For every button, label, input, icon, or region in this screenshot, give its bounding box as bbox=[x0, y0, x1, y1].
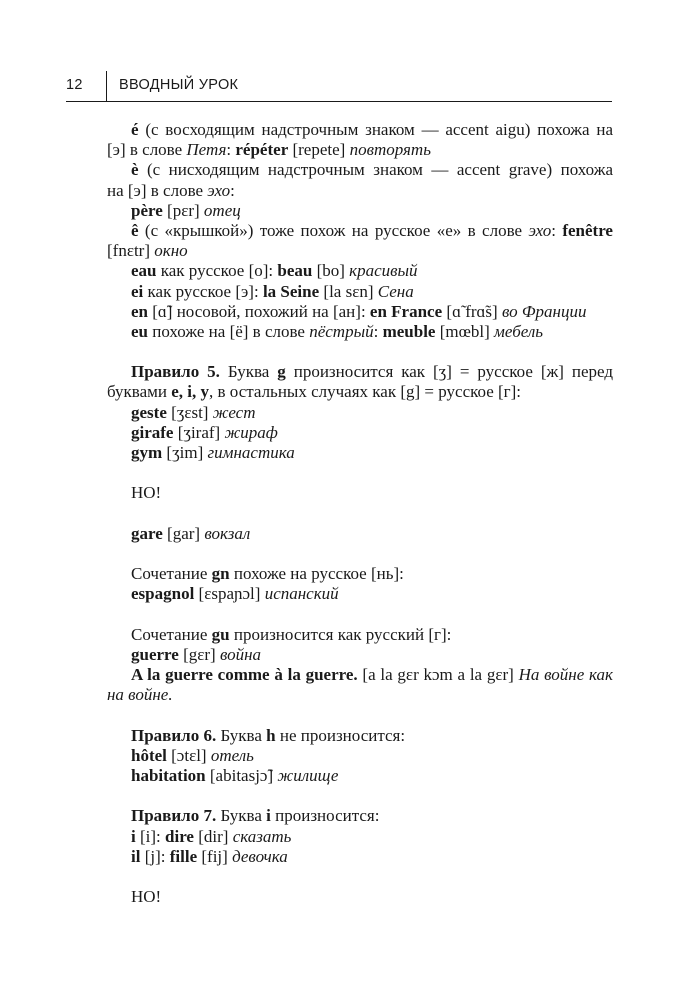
text-line bbox=[107, 221, 613, 241]
text-line bbox=[107, 645, 613, 665]
transcription: [gɛr] bbox=[178, 644, 220, 664]
exception-note: НО! bbox=[131, 887, 162, 907]
translation: на войне. bbox=[107, 685, 173, 705]
text: как русское [о]: bbox=[156, 261, 278, 281]
term: meuble bbox=[382, 321, 436, 341]
spacer bbox=[107, 342, 613, 362]
transcription: [repete] bbox=[288, 140, 350, 160]
text: похоже на [ё] в слове bbox=[148, 321, 310, 341]
translation: во Франции bbox=[501, 301, 587, 321]
text-line bbox=[107, 282, 613, 302]
spacer bbox=[107, 504, 613, 524]
text: Буква bbox=[219, 362, 278, 382]
transcription: [ɛspaɲɔl] bbox=[194, 584, 265, 604]
text-line bbox=[107, 665, 613, 685]
translation: жираф bbox=[224, 422, 278, 442]
spacer bbox=[107, 705, 613, 725]
term: eau bbox=[131, 261, 157, 281]
text: : bbox=[373, 321, 383, 341]
transcription: [a la gɛr kɔm a la gɛr] bbox=[357, 665, 519, 685]
spacer bbox=[107, 463, 613, 483]
text-line bbox=[107, 140, 613, 160]
rule-heading bbox=[107, 726, 613, 746]
translation: Сена bbox=[377, 281, 414, 301]
term: A la guerre comme à la guerre. bbox=[131, 665, 358, 685]
term: dire bbox=[165, 826, 194, 846]
translation: жест bbox=[212, 402, 256, 422]
term: il bbox=[131, 846, 141, 866]
text-line bbox=[107, 322, 613, 342]
term: en France bbox=[369, 301, 443, 321]
term: i bbox=[131, 826, 136, 846]
page-number: 12 bbox=[66, 77, 83, 93]
text: произносится как русский [г]: bbox=[229, 624, 452, 644]
text-line bbox=[107, 847, 613, 867]
term: fenêtre bbox=[562, 220, 613, 240]
running-header bbox=[66, 71, 612, 102]
text-line bbox=[107, 120, 613, 140]
spacer bbox=[107, 605, 613, 625]
text-line bbox=[107, 302, 613, 322]
term: girafe bbox=[131, 422, 174, 442]
text-line bbox=[107, 584, 613, 604]
section-title: ВВОДНЫЙ УРОК bbox=[119, 77, 239, 93]
text: не произносится: bbox=[275, 725, 406, 745]
text: как русское [э]: bbox=[143, 281, 263, 301]
term: gare bbox=[131, 523, 163, 543]
term: è bbox=[131, 160, 139, 180]
text: Сочетание bbox=[131, 564, 212, 584]
text-line bbox=[107, 685, 613, 705]
translation: вокзал bbox=[204, 523, 251, 543]
transcription: [gar] bbox=[162, 523, 205, 543]
header-divider bbox=[106, 71, 107, 101]
translation: мебель bbox=[494, 321, 544, 341]
term: g bbox=[277, 362, 286, 382]
text-line bbox=[107, 181, 613, 201]
text: произносится как [ʒ] = русское [ж] перед bbox=[285, 362, 613, 382]
transcription: [la sɛn] bbox=[319, 281, 378, 301]
text: : bbox=[226, 140, 236, 160]
text: Сочетание bbox=[131, 624, 212, 644]
exception-note: НО! bbox=[131, 483, 162, 503]
spacer bbox=[107, 786, 613, 806]
rule-label: Правило 6. bbox=[131, 725, 217, 745]
text: : bbox=[551, 220, 563, 240]
text: : bbox=[230, 180, 235, 200]
term: gym bbox=[131, 443, 163, 462]
text-line bbox=[107, 625, 613, 645]
text-line bbox=[107, 160, 613, 180]
text-line bbox=[107, 423, 613, 443]
transcription: [bo] bbox=[312, 261, 350, 281]
example-word: эхо bbox=[207, 180, 231, 200]
translation: отец bbox=[203, 200, 241, 220]
translation: испанский bbox=[264, 584, 339, 604]
term: eu bbox=[131, 321, 148, 341]
term: père bbox=[131, 200, 163, 220]
text-line bbox=[107, 241, 613, 261]
transcription: [mœbl] bbox=[435, 321, 495, 341]
text: (с нисходящим надстрочным знаком — accent grave) похожа bbox=[138, 160, 613, 180]
term: gu bbox=[211, 624, 230, 644]
text-line bbox=[107, 201, 613, 221]
transcription: [ɑ̃ frɑ̃s] bbox=[442, 301, 502, 321]
text-line bbox=[107, 887, 613, 907]
term: e, i, y bbox=[171, 382, 209, 402]
example-word: Петя bbox=[186, 140, 227, 160]
text: Буква bbox=[216, 725, 267, 745]
text: на [э] в слове bbox=[107, 180, 208, 200]
text-line bbox=[107, 443, 613, 463]
text-line bbox=[107, 483, 613, 503]
text-line bbox=[107, 261, 613, 281]
term: habitation bbox=[131, 766, 206, 785]
translation: война bbox=[219, 644, 262, 664]
text-line bbox=[107, 382, 613, 402]
text: (с восходящим надстрочным знаком — accent aigu) похожа на bbox=[138, 120, 613, 139]
text-line bbox=[107, 746, 613, 766]
term: la Seine bbox=[262, 281, 320, 301]
text: произносится: bbox=[270, 806, 380, 826]
term: geste bbox=[131, 402, 167, 422]
transcription: [ʒiraf] bbox=[173, 422, 225, 442]
translation: красивый bbox=[349, 261, 418, 281]
term: hôtel bbox=[131, 745, 167, 765]
transcription: [ɔtɛl] bbox=[166, 745, 211, 765]
rule-label: Правило 7. bbox=[131, 806, 217, 826]
translation: сказать bbox=[232, 826, 292, 846]
translation: жилище bbox=[277, 766, 339, 785]
example-word: пёстрый bbox=[309, 321, 374, 341]
term: fille bbox=[169, 846, 198, 866]
term: espagnol bbox=[131, 584, 195, 604]
text-line bbox=[107, 403, 613, 423]
term: répéter bbox=[235, 140, 289, 160]
example-word: эхо bbox=[528, 220, 552, 240]
translation: окно bbox=[154, 241, 188, 261]
translation: На войне как bbox=[518, 665, 613, 685]
term: gn bbox=[211, 564, 230, 584]
transcription: [ʒɛst] bbox=[166, 402, 213, 422]
spacer bbox=[107, 867, 613, 887]
term: guerre bbox=[131, 644, 179, 664]
text-line bbox=[107, 827, 613, 847]
transcription: [i]: bbox=[135, 826, 166, 846]
rule-label: Правило 5. bbox=[131, 362, 220, 382]
translation: девочка bbox=[232, 846, 288, 866]
transcription: [fij] bbox=[197, 846, 233, 866]
text: [ɑ̃] носовой, похожий на [ан]: bbox=[148, 301, 370, 321]
text: , в остальных случаях как [g] = русское [г]: bbox=[209, 382, 522, 402]
transcription: [fnɛtr] bbox=[107, 241, 155, 261]
spacer bbox=[107, 544, 613, 564]
text: [э] в слове bbox=[107, 140, 187, 160]
text: Буква bbox=[216, 806, 267, 826]
term: en bbox=[131, 301, 148, 321]
term: ei bbox=[131, 281, 144, 301]
translation: повторять bbox=[349, 140, 431, 160]
transcription: [pɛr] bbox=[162, 200, 204, 220]
text-line bbox=[107, 524, 613, 544]
translation: отель bbox=[210, 745, 254, 765]
page-body bbox=[107, 120, 613, 907]
transcription: [dir] bbox=[193, 826, 233, 846]
text: похоже на русское [нь]: bbox=[229, 564, 404, 584]
term: beau bbox=[277, 261, 313, 281]
text-line bbox=[107, 564, 613, 584]
text: (с «крышкой») тоже похож на русское «е» в слове bbox=[138, 220, 529, 240]
text: буквами bbox=[107, 382, 172, 402]
transcription: [abitasjɔ̃] bbox=[205, 766, 278, 785]
term: i bbox=[266, 806, 271, 826]
term: é bbox=[131, 120, 139, 139]
translation: гимнастика bbox=[207, 443, 295, 462]
transcription: [ʒim] bbox=[162, 443, 208, 462]
rule-heading bbox=[107, 806, 613, 826]
term: h bbox=[266, 725, 276, 745]
text-line bbox=[107, 766, 613, 786]
rule-heading bbox=[107, 362, 613, 382]
transcription: [j]: bbox=[140, 846, 170, 866]
term: ê bbox=[131, 220, 139, 240]
